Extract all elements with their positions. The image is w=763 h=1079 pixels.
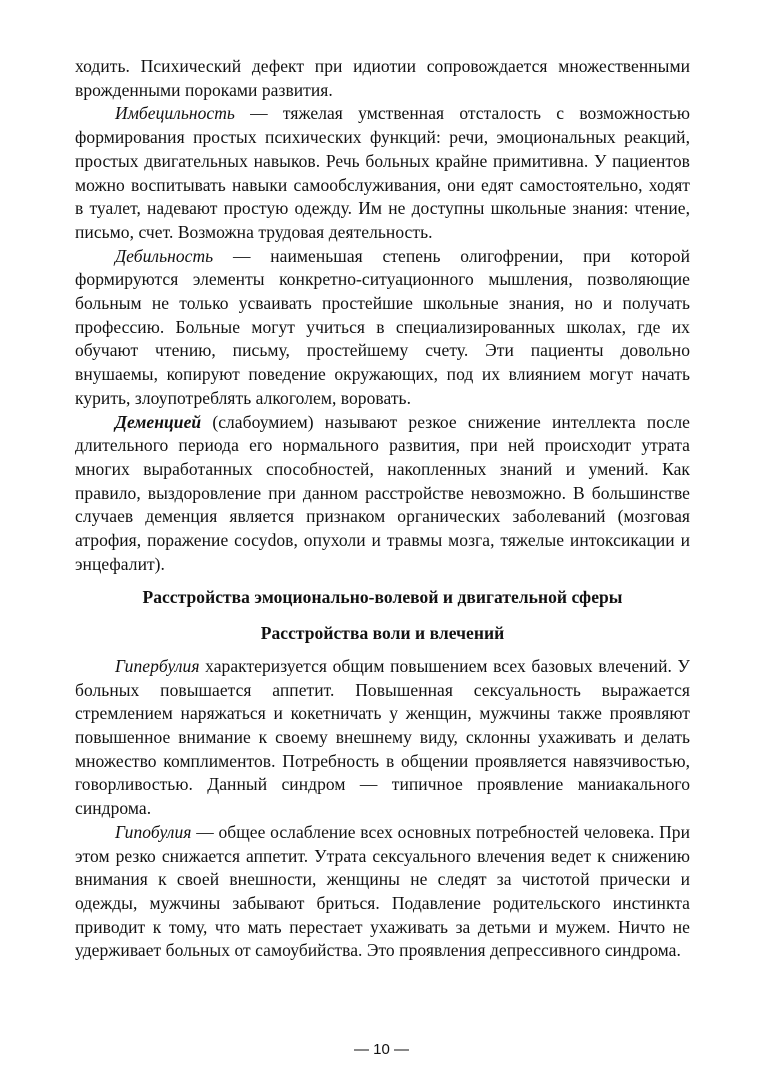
paragraph-text: — наименьшая степень олигофрении, при которой формируются элементы конкретно-ситуационного мышления, позволяющие больным не только усваивать простейшие школьные знания, но и получать профессию. Больные могут учиться в специализированных школах, где их обучают чтению, письму, простейшему счету. Эти пациенты довольно внушаемы, копируют поведение окружающих, под их влиянием могут начать курить, злоупотреблять алкоголем, воровать.: [75, 245, 690, 408]
subsection-heading: Расстройства воли и влечений: [260, 623, 505, 644]
paragraph-text: характеризуется общим повышением всех базовых влечений. У больных повышается аппетит. Повышенная сексуальность выражается стремлением наряжаться и кокетничать у женщин, мужчины также проявляют повышенное внимание к своему внешнему виду, склонны ухаживать и делать множество комплиментов. Потребность в общении проявляется навязчивостью, говорливостью. Данный синдром — типичное проявление маниакального синдрома.: [75, 655, 690, 819]
paragraph-imbecility: [75, 102, 690, 244]
document-page: [75, 55, 690, 963]
term-hypobulia: Гипобулия: [115, 821, 192, 842]
page-number: — 10 —: [353, 1041, 410, 1058]
paragraph-idiocy-continuation: [75, 55, 690, 102]
term-hyperbulia: Гипербулия: [115, 655, 200, 676]
term-debility: Дебильность: [115, 245, 214, 266]
paragraph-dementia: [75, 411, 690, 577]
paragraph-text: ходить. Психический дефект при идиотии сопровождается множественными врожденными пороками развития.: [75, 56, 690, 100]
paragraph-hypobulia: [75, 821, 690, 963]
paragraph-text: (слабоумием) называют резкое снижение интеллекта после длительного периода его нормального развития, при ней происходит утрата многих выработанных способностей, накопленных знаний и умений. Как правило, выздоровление при данном расстройстве невозможно. В большинстве случаев деменция является признаком органических заболеваний (мозговая атрофия, поражение сосуdов, опухоли и травмы мозга, тяжелые интоксикации и энцефалит).: [75, 411, 690, 574]
paragraph-hyperbulia: [75, 655, 690, 821]
paragraph-text: — тяжелая умственная отсталость с возможностью формирования простых психических функций: речи, эмоциональных реакций, простых двигательных навыков. Речь больных крайне примитивна. У пациентов можно воспитывать навыки самообслуживания, они едят самостоятельно, ходят в туалет, надевают простую одежду. Им не доступны школьные знания: чтение, письмо, счет. Возможна трудовая деятельность.: [75, 103, 690, 242]
term-dementia: Деменцией: [115, 411, 202, 432]
paragraph-debility: [75, 245, 690, 411]
paragraph-text: — общее ослабление всех основных потребностей человека. При этом резко снижается аппетит. Утрата сексуального влечения ведет к снижению внимания к своей внешности, женщины не следят за чистотой прически и одежды, мужчины забывают бриться. Подавление родительского инстинкта приводит к тому, что мать перестает ухаживать за детьми и мужем. Ничто не удерживает больных от самоубийства. Это проявления депрессивного синдрома.: [75, 821, 690, 961]
section-heading: Расстройства эмоционально-волевой и двигательной сферы: [142, 587, 623, 608]
term-imbecility: Имбецильность: [115, 103, 235, 124]
